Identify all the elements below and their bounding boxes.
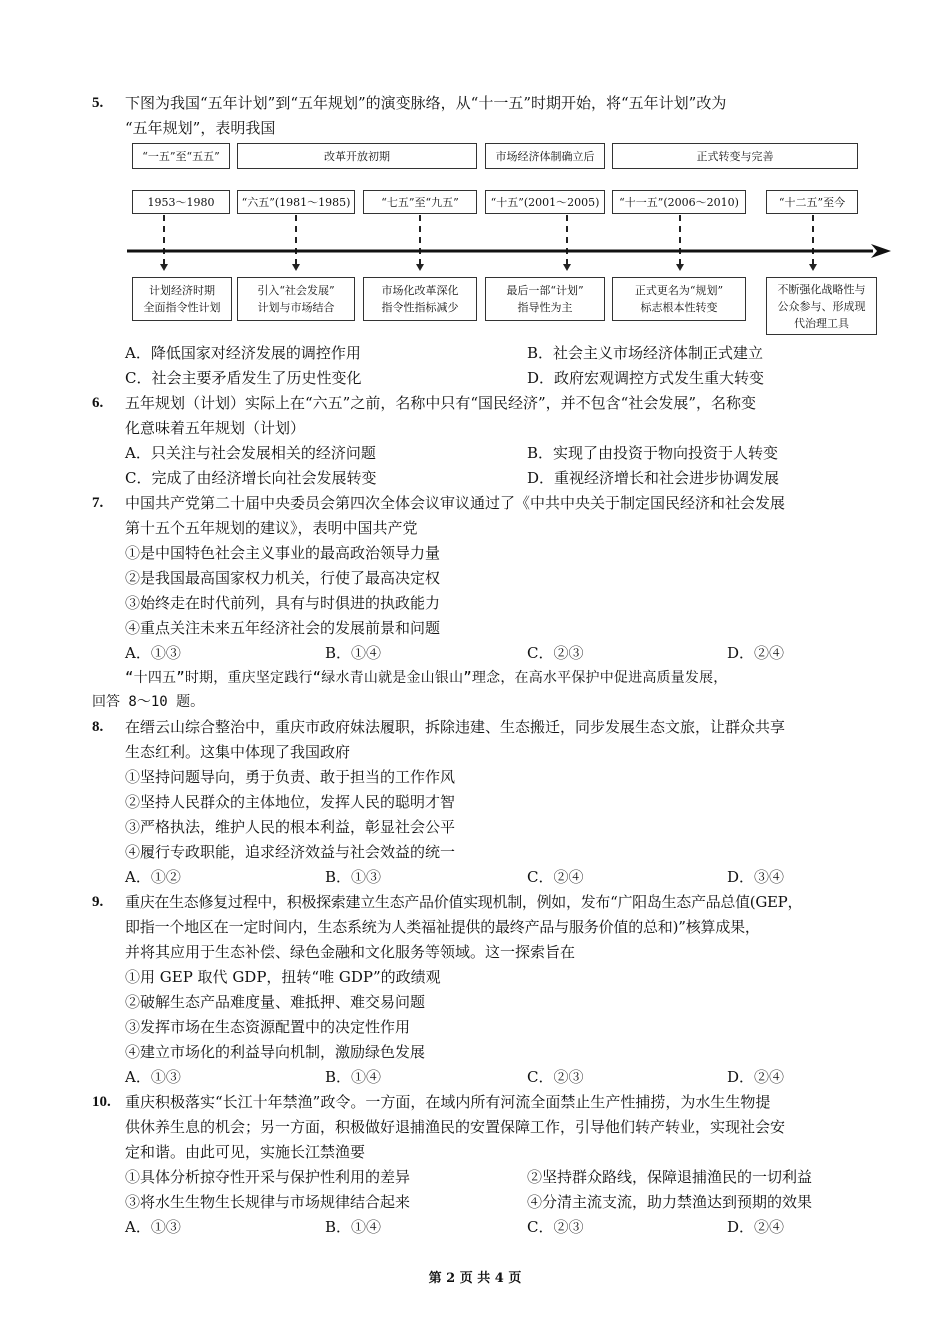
option: B．①③ bbox=[325, 868, 382, 886]
statement-item: ③严格执法，维护人民的根本利益，彰显社会公平 bbox=[125, 818, 456, 836]
note-line: 代治理工具 bbox=[794, 316, 849, 330]
statement-item: ①用 GEP 取代 GDP，扭转“唯 GDP”的政绩观 bbox=[125, 968, 441, 986]
option: C．②④ bbox=[527, 868, 584, 886]
statement-item: ②坚持群众路线，保障退捕渔民的一切利益 bbox=[527, 1168, 813, 1186]
q5-number: 5. bbox=[92, 95, 104, 111]
arrow-down-icon bbox=[416, 264, 424, 271]
option: D．③④ bbox=[727, 868, 785, 886]
q6-number: 6. bbox=[92, 395, 104, 411]
option: B．①④ bbox=[325, 644, 382, 662]
period-box: 改革开放初期 bbox=[237, 143, 477, 169]
option: B．①④ bbox=[325, 1218, 382, 1236]
option: A．①② bbox=[125, 868, 181, 886]
option: C．社会主要矛盾发生了历史性变化 bbox=[125, 369, 362, 387]
option: A．降低国家对经济发展的调控作用 bbox=[125, 344, 361, 362]
option: D．②④ bbox=[727, 644, 785, 662]
arrow-down-icon bbox=[292, 264, 300, 271]
note-box bbox=[132, 277, 232, 321]
page-footer: 第 2 页 共 4 页 bbox=[428, 1271, 522, 1286]
section-intro-line2: 回答 8～10 题。 bbox=[92, 694, 205, 710]
arrow-down-icon bbox=[676, 264, 684, 271]
statement-item: ②是我国最高国家权力机关，行使了最高决定权 bbox=[125, 569, 441, 587]
note-box bbox=[237, 277, 355, 321]
q5-stem-line2: “五年规划”，表明我国 bbox=[125, 119, 276, 137]
option: B．实现了由投资于物向投资于人转变 bbox=[527, 444, 779, 462]
statement-item: ③始终走在时代前列，具有与时俱进的执政能力 bbox=[125, 594, 441, 612]
note-line: 不断强化战略性与 bbox=[777, 282, 866, 296]
q7-number: 7. bbox=[92, 495, 104, 511]
q10-stem-line2: 供休养生息的机会；另一方面，积极做好退捕渔民的安置保障工作，引导他们转产转业，实现社会安 bbox=[125, 1118, 786, 1136]
note-line: 计划经济时期 bbox=[149, 284, 215, 297]
q7-stem-line2: 第十五个五年规划的建议》，表明中国共产党 bbox=[125, 519, 418, 537]
option: B．①④ bbox=[325, 1068, 382, 1086]
stage-box: “七五”至“九五” bbox=[363, 190, 477, 214]
option: A．①③ bbox=[125, 644, 181, 662]
note-line: 指导性为主 bbox=[517, 301, 573, 314]
option: C．②③ bbox=[527, 1068, 584, 1086]
q5-stem-line1: 下图为我国“五年计划”到“五年规划”的演变脉络，从“十一五”时期开始，将“五年计划”改为 bbox=[125, 94, 727, 112]
note-line: 指令性指标减少 bbox=[381, 301, 459, 314]
stage-box: “十一五”(2006～2010) bbox=[612, 190, 746, 214]
note-line: 最后一部“计划” bbox=[506, 284, 584, 297]
statement-item: ④建立市场化的利益导向机制，激励绿色发展 bbox=[125, 1043, 426, 1061]
note-box bbox=[485, 277, 605, 321]
option: D．重视经济增长和社会进步协调发展 bbox=[527, 469, 780, 487]
q8-stem-line1: 在缙云山综合整治中，重庆市政府妹法履职，拆除违建、生态搬迁，同步发展生态文旅，让群众共享 bbox=[125, 718, 786, 736]
note-line: 公众参与、形成现 bbox=[777, 299, 866, 313]
period-box: 市场经济体制确立后 bbox=[485, 143, 605, 169]
statement-item: ①具体分析掠夺性开采与保护性利用的差异 bbox=[125, 1168, 411, 1186]
statement-item: ①坚持问题导向，勇于负责、敢于担当的工作作风 bbox=[125, 768, 456, 786]
note-box bbox=[612, 277, 746, 321]
stage-box: “十二五”至今 bbox=[766, 190, 858, 214]
note-line: 标志根本性转变 bbox=[640, 301, 718, 314]
section-intro-line1: “十四五”时期，重庆坚定践行“绿水青山就是金山银山”理念，在高水平保护中促进高质量发展， bbox=[125, 670, 728, 686]
statement-item: ②破解生态产品难度量、难抵押、难交易问题 bbox=[125, 993, 426, 1011]
q7-stem-line1: 中国共产党第二十届中央委员会第四次全体会议审议通过了《中共中央关于制定国民经济和社会发展 bbox=[125, 494, 786, 512]
timeline-arrow-icon bbox=[125, 242, 895, 260]
option: A．只关注与社会发展相关的经济问题 bbox=[125, 444, 376, 462]
q8-number: 8. bbox=[92, 719, 104, 735]
q9-stem-line2: 即指一个地区在一定时间内，生态系统为人类福祉提供的最终产品与服务价值的总和)”核算成果， bbox=[125, 918, 760, 936]
period-box: 正式转变与完善 bbox=[612, 143, 858, 169]
statement-item: ④重点关注未来五年经济社会的发展前景和问题 bbox=[125, 619, 441, 637]
note-box bbox=[363, 277, 477, 321]
option: D．②④ bbox=[727, 1218, 785, 1236]
q6-stem-line2: 化意味着五年规划（计划） bbox=[125, 419, 306, 437]
statement-item: ②坚持人民群众的主体地位，发挥人民的聪明才智 bbox=[125, 793, 456, 811]
statement-item: ④履行专政职能，追求经济效益与社会效益的统一 bbox=[125, 843, 456, 861]
note-line: 市场化改革深化 bbox=[381, 284, 459, 297]
q9-number: 9. bbox=[92, 894, 104, 910]
arrow-down-icon bbox=[160, 264, 168, 271]
stage-box: 1953～1980 bbox=[132, 190, 230, 214]
arrow-down-icon bbox=[563, 264, 571, 271]
option: D．政府宏观调控方式发生重大转变 bbox=[527, 369, 765, 387]
statement-item: ④分清主流支流，助力禁渔达到预期的效果 bbox=[527, 1193, 813, 1211]
period-box: “一五”至“五五” bbox=[132, 143, 230, 169]
note-line: 正式更名为“规划” bbox=[634, 284, 724, 297]
stage-box: “十五”(2001～2005) bbox=[485, 190, 605, 214]
option: C．完成了由经济增长向社会发展转变 bbox=[125, 469, 377, 487]
q6-stem-line1: 五年规划（计划）实际上在“六五”之前，名称中只有“国民经济”，并不包含“社会发展”，名称变 bbox=[125, 394, 757, 412]
note-line: 全面指令性计划 bbox=[143, 301, 221, 314]
statement-item: ①是中国特色社会主义事业的最高政治领导力量 bbox=[125, 544, 441, 562]
stage-box: “六五”(1981～1985) bbox=[237, 190, 355, 214]
q9-stem-line3: 并将其应用于生态补偿、绿色金融和文化服务等领域。这一探索旨在 bbox=[125, 943, 576, 961]
q8-stem-line2: 生态红利。这集中体现了我国政府 bbox=[125, 743, 351, 761]
arrow-down-icon bbox=[809, 264, 817, 271]
q10-stem-line3: 定和谐。由此可见，实施长江禁渔要 bbox=[125, 1143, 366, 1161]
option: C．②③ bbox=[527, 1218, 584, 1236]
option: D．②④ bbox=[727, 1068, 785, 1086]
q10-stem-line1: 重庆积极落实“长江十年禁渔”政令。一方面，在域内所有河流全面禁止生产性捕捞，为水生生物提 bbox=[125, 1093, 771, 1111]
q10-number: 10. bbox=[92, 1094, 111, 1110]
note-line: 引入“社会发展” bbox=[257, 284, 335, 297]
note-box bbox=[766, 277, 877, 335]
statement-item: ③将水生生物生长规律与市场规律结合起来 bbox=[125, 1193, 411, 1211]
q9-stem-line1: 重庆在生态修复过程中，积极探索建立生态产品价值实现机制，例如，发布“广阳岛生态产品总值(GEP， bbox=[125, 893, 803, 911]
option: B．社会主义市场经济体制正式建立 bbox=[527, 344, 764, 362]
option: C．②③ bbox=[527, 644, 584, 662]
option: A．①③ bbox=[125, 1218, 181, 1236]
statement-item: ③发挥市场在生态资源配置中的决定性作用 bbox=[125, 1018, 411, 1036]
option: A．①③ bbox=[125, 1068, 181, 1086]
note-line: 计划与市场结合 bbox=[257, 301, 335, 314]
